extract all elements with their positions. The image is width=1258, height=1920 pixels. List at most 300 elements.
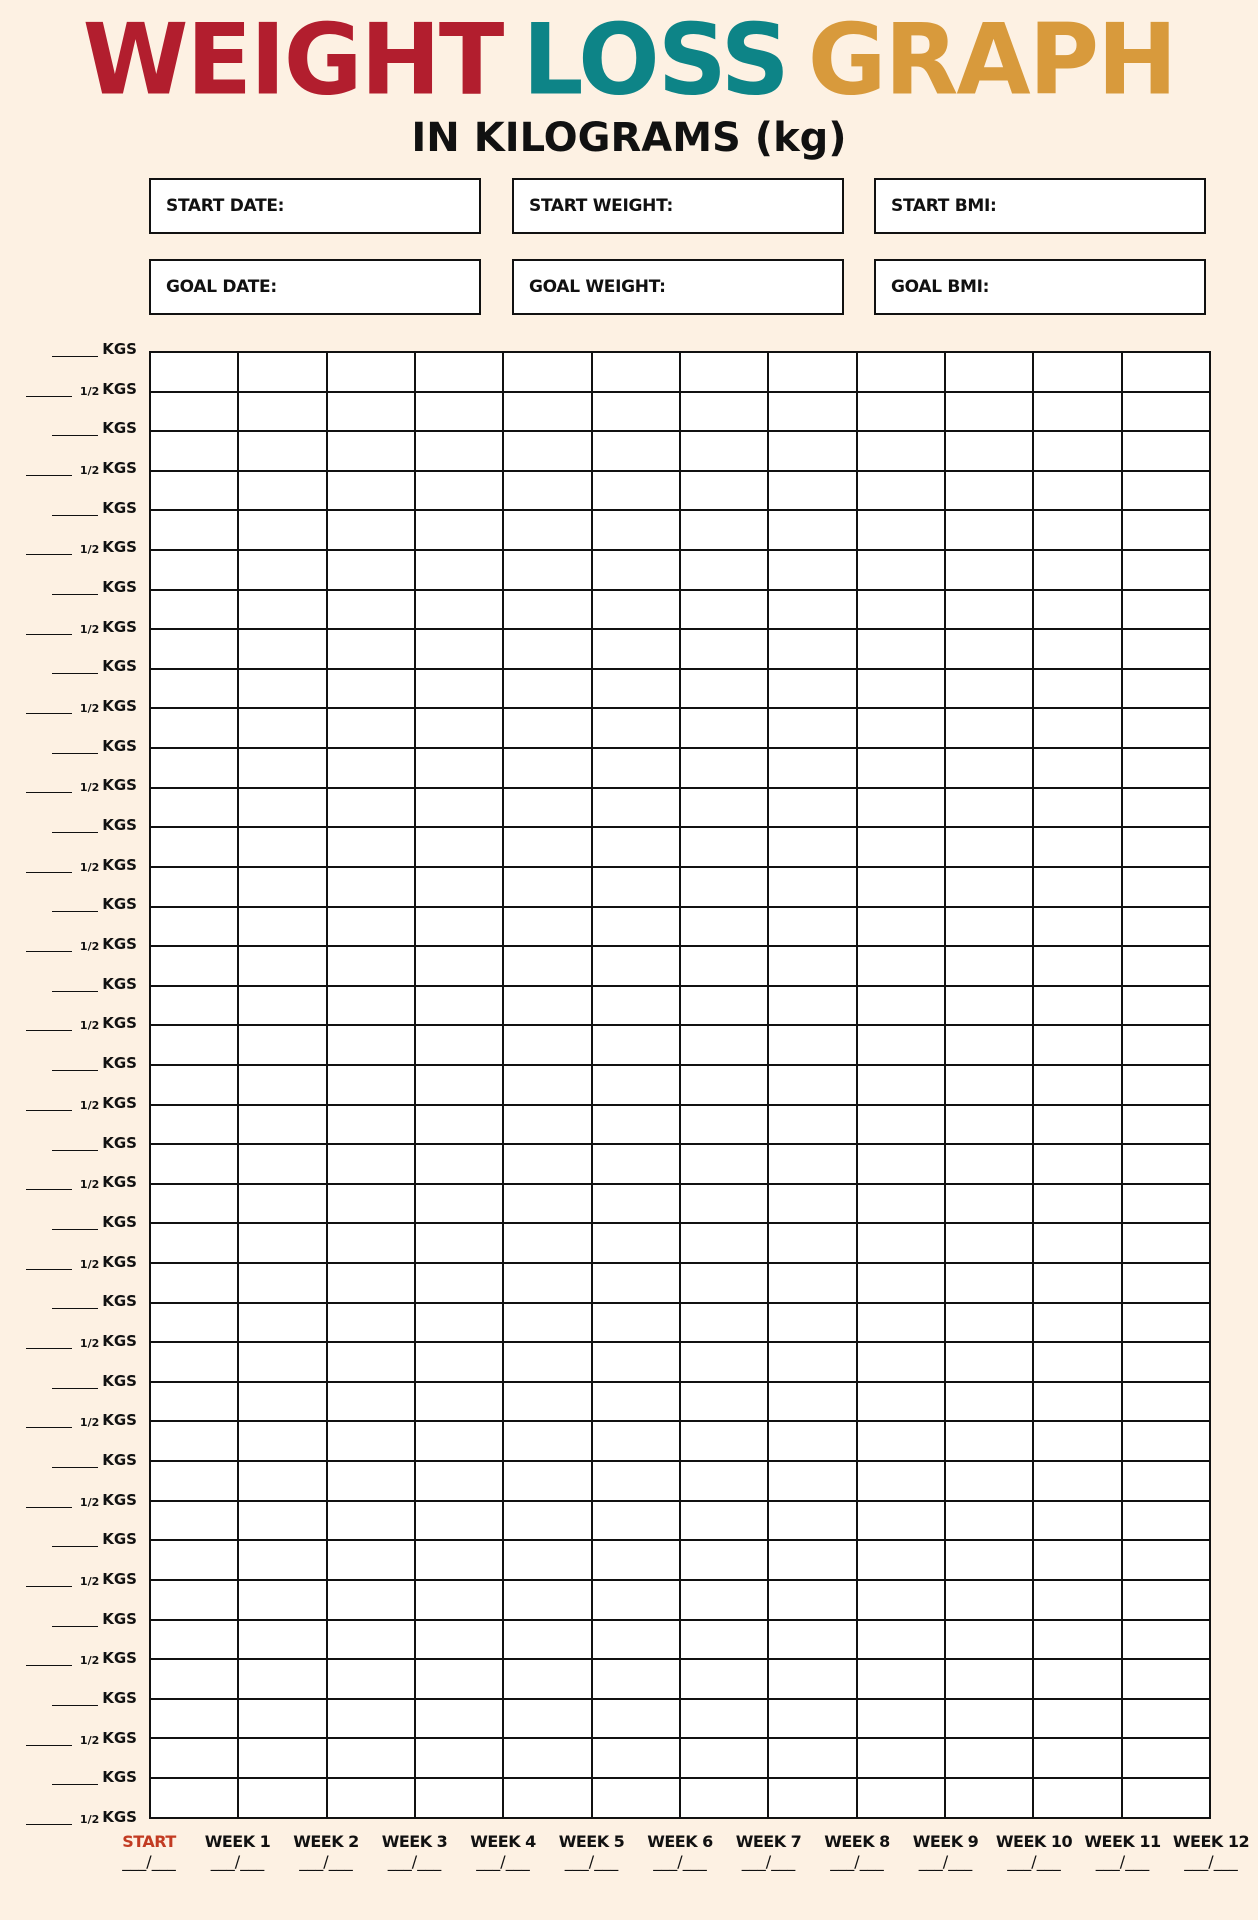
grid-cell[interactable] xyxy=(1122,788,1210,828)
grid-cell[interactable] xyxy=(768,1659,856,1699)
grid-cell[interactable] xyxy=(1122,1580,1210,1620)
grid-cell[interactable] xyxy=(238,708,326,748)
grid-cell[interactable] xyxy=(1122,669,1210,709)
grid-cell[interactable] xyxy=(238,986,326,1026)
grid-cell[interactable] xyxy=(238,1065,326,1105)
grid-cell[interactable] xyxy=(503,1303,591,1343)
grid-cell[interactable] xyxy=(768,986,856,1026)
grid-cell[interactable] xyxy=(857,1303,945,1343)
weight-blank[interactable] xyxy=(26,553,72,555)
grid-cell[interactable] xyxy=(680,352,768,392)
grid-cell[interactable] xyxy=(1033,550,1121,590)
grid-cell[interactable] xyxy=(592,1342,680,1382)
weight-blank[interactable] xyxy=(26,1188,72,1190)
weight-blank[interactable] xyxy=(26,395,72,397)
grid-cell[interactable] xyxy=(503,1184,591,1224)
grid-cell[interactable] xyxy=(592,1620,680,1660)
grid-cell[interactable] xyxy=(592,1303,680,1343)
grid-cell[interactable] xyxy=(857,1620,945,1660)
date-blank[interactable]: ___/___ xyxy=(122,1852,176,1871)
grid-cell[interactable] xyxy=(945,986,1033,1026)
grid-cell[interactable] xyxy=(1122,708,1210,748)
grid-cell[interactable] xyxy=(327,1223,415,1263)
grid-cell[interactable] xyxy=(238,431,326,471)
grid-cell[interactable] xyxy=(238,352,326,392)
grid-cell[interactable] xyxy=(1033,867,1121,907)
grid-cell[interactable] xyxy=(327,1461,415,1501)
grid-cell[interactable] xyxy=(945,669,1033,709)
grid-cell[interactable] xyxy=(680,907,768,947)
grid-cell[interactable] xyxy=(327,788,415,828)
weight-blank[interactable] xyxy=(52,1149,98,1151)
grid-cell[interactable] xyxy=(327,1105,415,1145)
grid-cell[interactable] xyxy=(415,392,503,432)
grid-cell[interactable] xyxy=(857,1659,945,1699)
grid-cell[interactable] xyxy=(327,867,415,907)
grid-cell[interactable] xyxy=(238,629,326,669)
grid-cell[interactable] xyxy=(503,867,591,907)
grid-cell[interactable] xyxy=(503,708,591,748)
grid-cell[interactable] xyxy=(327,629,415,669)
grid-cell[interactable] xyxy=(1122,1105,1210,1145)
weight-blank[interactable] xyxy=(52,514,98,516)
grid-cell[interactable] xyxy=(592,867,680,907)
grid-cell[interactable] xyxy=(857,1699,945,1739)
grid-cell[interactable] xyxy=(238,1620,326,1660)
grid-cell[interactable] xyxy=(503,1778,591,1818)
grid-cell[interactable] xyxy=(327,748,415,788)
grid-cell[interactable] xyxy=(592,392,680,432)
grid-cell[interactable] xyxy=(1122,986,1210,1026)
grid-cell[interactable] xyxy=(768,1263,856,1303)
grid-cell[interactable] xyxy=(503,1342,591,1382)
grid-cell[interactable] xyxy=(680,590,768,630)
grid-cell[interactable] xyxy=(1033,748,1121,788)
grid-cell[interactable] xyxy=(238,748,326,788)
grid-cell[interactable] xyxy=(238,1738,326,1778)
grid-cell[interactable] xyxy=(857,1144,945,1184)
weight-blank[interactable] xyxy=(52,910,98,912)
weight-blank[interactable] xyxy=(52,1704,98,1706)
grid-cell[interactable] xyxy=(1033,788,1121,828)
grid-cell[interactable] xyxy=(327,1699,415,1739)
grid-cell[interactable] xyxy=(592,1461,680,1501)
grid-cell[interactable] xyxy=(327,708,415,748)
grid-cell[interactable] xyxy=(592,1738,680,1778)
grid-cell[interactable] xyxy=(1033,1778,1121,1818)
grid-cell[interactable] xyxy=(768,1620,856,1660)
grid-cell[interactable] xyxy=(680,986,768,1026)
grid-cell[interactable] xyxy=(238,590,326,630)
grid-cell[interactable] xyxy=(857,669,945,709)
grid-cell[interactable] xyxy=(680,1184,768,1224)
grid-cell[interactable] xyxy=(945,1659,1033,1699)
weight-blank[interactable] xyxy=(26,1029,72,1031)
grid-cell[interactable] xyxy=(1033,1620,1121,1660)
grid-cell[interactable] xyxy=(680,1620,768,1660)
grid-cell[interactable] xyxy=(238,946,326,986)
date-blank[interactable]: ___/___ xyxy=(918,1852,973,1871)
grid-cell[interactable] xyxy=(503,1501,591,1541)
grid-cell[interactable] xyxy=(1033,1263,1121,1303)
grid-cell[interactable] xyxy=(415,907,503,947)
grid-cell[interactable] xyxy=(768,1223,856,1263)
grid-cell[interactable] xyxy=(768,1421,856,1461)
grid-cell[interactable] xyxy=(238,1580,326,1620)
date-blank[interactable]: ___/___ xyxy=(653,1852,707,1871)
weight-grid[interactable] xyxy=(149,351,1211,1819)
grid-cell[interactable] xyxy=(1122,1699,1210,1739)
grid-cell[interactable] xyxy=(503,1144,591,1184)
grid-cell[interactable] xyxy=(768,748,856,788)
grid-cell[interactable] xyxy=(592,1263,680,1303)
grid-cell[interactable] xyxy=(768,1461,856,1501)
grid-cell[interactable] xyxy=(680,827,768,867)
date-blank[interactable]: ___/___ xyxy=(387,1852,442,1871)
grid-cell[interactable] xyxy=(592,986,680,1026)
grid-cell[interactable] xyxy=(150,352,238,392)
grid-cell[interactable] xyxy=(150,1263,238,1303)
grid-cell[interactable] xyxy=(857,748,945,788)
grid-cell[interactable] xyxy=(238,1699,326,1739)
grid-cell[interactable] xyxy=(503,907,591,947)
grid-cell[interactable] xyxy=(592,1501,680,1541)
grid-cell[interactable] xyxy=(768,352,856,392)
weight-blank[interactable] xyxy=(26,633,72,635)
grid-cell[interactable] xyxy=(1122,1540,1210,1580)
grid-cell[interactable] xyxy=(945,1580,1033,1620)
grid-cell[interactable] xyxy=(680,1382,768,1422)
grid-cell[interactable] xyxy=(327,471,415,511)
start-date-field[interactable]: START DATE: xyxy=(149,178,481,234)
grid-cell[interactable] xyxy=(945,1105,1033,1145)
grid-cell[interactable] xyxy=(680,1501,768,1541)
grid-cell[interactable] xyxy=(238,1421,326,1461)
grid-cell[interactable] xyxy=(327,550,415,590)
grid-cell[interactable] xyxy=(768,629,856,669)
grid-cell[interactable] xyxy=(680,1699,768,1739)
weight-blank[interactable] xyxy=(52,752,98,754)
grid-cell[interactable] xyxy=(857,907,945,947)
grid-cell[interactable] xyxy=(503,550,591,590)
grid-cell[interactable] xyxy=(768,669,856,709)
grid-cell[interactable] xyxy=(768,1501,856,1541)
grid-cell[interactable] xyxy=(768,392,856,432)
grid-cell[interactable] xyxy=(945,1382,1033,1422)
grid-cell[interactable] xyxy=(1122,1263,1210,1303)
grid-cell[interactable] xyxy=(592,1105,680,1145)
grid-cell[interactable] xyxy=(503,669,591,709)
grid-cell[interactable] xyxy=(503,1223,591,1263)
grid-cell[interactable] xyxy=(150,1025,238,1065)
grid-cell[interactable] xyxy=(1122,1659,1210,1699)
weight-blank[interactable] xyxy=(52,1783,98,1785)
grid-cell[interactable] xyxy=(592,669,680,709)
grid-cell[interactable] xyxy=(592,1540,680,1580)
grid-cell[interactable] xyxy=(768,1025,856,1065)
grid-cell[interactable] xyxy=(1033,907,1121,947)
grid-cell[interactable] xyxy=(1033,392,1121,432)
grid-cell[interactable] xyxy=(327,1659,415,1699)
grid-cell[interactable] xyxy=(415,1144,503,1184)
grid-cell[interactable] xyxy=(1033,946,1121,986)
grid-cell[interactable] xyxy=(945,708,1033,748)
weight-blank[interactable] xyxy=(52,593,98,595)
grid-cell[interactable] xyxy=(1122,590,1210,630)
grid-cell[interactable] xyxy=(1122,1223,1210,1263)
grid-cell[interactable] xyxy=(327,1580,415,1620)
grid-cell[interactable] xyxy=(1033,1342,1121,1382)
grid-cell[interactable] xyxy=(327,1421,415,1461)
grid-cell[interactable] xyxy=(1033,1223,1121,1263)
date-blank[interactable]: ___/___ xyxy=(210,1852,265,1871)
grid-cell[interactable] xyxy=(680,1025,768,1065)
grid-cell[interactable] xyxy=(768,827,856,867)
grid-cell[interactable] xyxy=(503,986,591,1026)
grid-cell[interactable] xyxy=(238,1223,326,1263)
grid-cell[interactable] xyxy=(592,1382,680,1422)
grid-cell[interactable] xyxy=(857,1461,945,1501)
grid-cell[interactable] xyxy=(945,748,1033,788)
grid-cell[interactable] xyxy=(238,1303,326,1343)
grid-cell[interactable] xyxy=(857,1184,945,1224)
grid-cell[interactable] xyxy=(768,1738,856,1778)
grid-cell[interactable] xyxy=(150,1778,238,1818)
grid-cell[interactable] xyxy=(680,1144,768,1184)
grid-cell[interactable] xyxy=(327,907,415,947)
start-bmi-field[interactable]: START BMI: xyxy=(874,178,1206,234)
grid-cell[interactable] xyxy=(503,1540,591,1580)
grid-cell[interactable] xyxy=(680,1105,768,1145)
grid-cell[interactable] xyxy=(327,1540,415,1580)
grid-cell[interactable] xyxy=(150,392,238,432)
weight-blank[interactable] xyxy=(52,831,98,833)
grid-cell[interactable] xyxy=(150,1540,238,1580)
grid-cell[interactable] xyxy=(415,1025,503,1065)
grid-cell[interactable] xyxy=(1033,986,1121,1026)
grid-cell[interactable] xyxy=(945,1778,1033,1818)
grid-cell[interactable] xyxy=(680,1223,768,1263)
grid-cell[interactable] xyxy=(327,1382,415,1422)
grid-cell[interactable] xyxy=(327,510,415,550)
grid-cell[interactable] xyxy=(857,510,945,550)
grid-cell[interactable] xyxy=(768,1699,856,1739)
grid-cell[interactable] xyxy=(327,1501,415,1541)
grid-cell[interactable] xyxy=(857,550,945,590)
grid-cell[interactable] xyxy=(857,471,945,511)
grid-cell[interactable] xyxy=(503,1105,591,1145)
grid-cell[interactable] xyxy=(1033,1540,1121,1580)
grid-cell[interactable] xyxy=(503,827,591,867)
grid-cell[interactable] xyxy=(1122,867,1210,907)
grid-cell[interactable] xyxy=(150,1065,238,1105)
grid-cell[interactable] xyxy=(1122,1501,1210,1541)
grid-cell[interactable] xyxy=(945,1223,1033,1263)
grid-cell[interactable] xyxy=(945,1501,1033,1541)
grid-cell[interactable] xyxy=(1122,1025,1210,1065)
grid-cell[interactable] xyxy=(415,1184,503,1224)
grid-cell[interactable] xyxy=(768,867,856,907)
grid-cell[interactable] xyxy=(150,1184,238,1224)
grid-cell[interactable] xyxy=(857,392,945,432)
grid-cell[interactable] xyxy=(857,986,945,1026)
grid-cell[interactable] xyxy=(238,788,326,828)
grid-cell[interactable] xyxy=(592,352,680,392)
grid-cell[interactable] xyxy=(1122,629,1210,669)
grid-cell[interactable] xyxy=(415,1263,503,1303)
grid-cell[interactable] xyxy=(1122,1184,1210,1224)
grid-cell[interactable] xyxy=(768,1303,856,1343)
grid-cell[interactable] xyxy=(327,1738,415,1778)
grid-cell[interactable] xyxy=(1033,1461,1121,1501)
grid-cell[interactable] xyxy=(150,1699,238,1739)
grid-cell[interactable] xyxy=(1033,629,1121,669)
weight-blank[interactable] xyxy=(52,1307,98,1309)
grid-cell[interactable] xyxy=(503,1620,591,1660)
weight-blank[interactable] xyxy=(52,990,98,992)
grid-cell[interactable] xyxy=(415,1778,503,1818)
grid-cell[interactable] xyxy=(327,1144,415,1184)
grid-cell[interactable] xyxy=(238,471,326,511)
grid-cell[interactable] xyxy=(680,1540,768,1580)
date-blank[interactable]: ___/___ xyxy=(476,1852,530,1871)
grid-cell[interactable] xyxy=(1122,946,1210,986)
grid-cell[interactable] xyxy=(945,1738,1033,1778)
grid-cell[interactable] xyxy=(327,1778,415,1818)
weight-blank[interactable] xyxy=(52,1466,98,1468)
grid-cell[interactable] xyxy=(1033,827,1121,867)
grid-cell[interactable] xyxy=(503,629,591,669)
grid-cell[interactable] xyxy=(1033,1580,1121,1620)
grid-cell[interactable] xyxy=(327,986,415,1026)
grid-cell[interactable] xyxy=(945,1421,1033,1461)
grid-cell[interactable] xyxy=(857,1580,945,1620)
grid-cell[interactable] xyxy=(150,1620,238,1660)
grid-cell[interactable] xyxy=(1122,392,1210,432)
weight-blank[interactable] xyxy=(52,1545,98,1547)
date-blank[interactable]: ___/___ xyxy=(1184,1852,1238,1871)
grid-cell[interactable] xyxy=(503,1263,591,1303)
grid-cell[interactable] xyxy=(150,1342,238,1382)
weight-blank[interactable] xyxy=(26,791,72,793)
grid-cell[interactable] xyxy=(503,1659,591,1699)
weight-blank[interactable] xyxy=(26,871,72,873)
grid-cell[interactable] xyxy=(1033,708,1121,748)
grid-cell[interactable] xyxy=(415,550,503,590)
grid-cell[interactable] xyxy=(150,471,238,511)
weight-blank[interactable] xyxy=(52,672,98,674)
grid-cell[interactable] xyxy=(415,1738,503,1778)
date-blank[interactable]: ___/___ xyxy=(830,1852,884,1871)
grid-cell[interactable] xyxy=(1033,590,1121,630)
grid-cell[interactable] xyxy=(503,1699,591,1739)
grid-cell[interactable] xyxy=(238,510,326,550)
grid-cell[interactable] xyxy=(238,1184,326,1224)
grid-cell[interactable] xyxy=(150,1421,238,1461)
grid-cell[interactable] xyxy=(592,1065,680,1105)
date-blank[interactable]: ___/___ xyxy=(564,1852,619,1871)
grid-cell[interactable] xyxy=(1122,1342,1210,1382)
grid-cell[interactable] xyxy=(327,1263,415,1303)
grid-cell[interactable] xyxy=(592,1699,680,1739)
grid-cell[interactable] xyxy=(768,1580,856,1620)
grid-cell[interactable] xyxy=(857,1065,945,1105)
grid-cell[interactable] xyxy=(503,1580,591,1620)
grid-cell[interactable] xyxy=(680,1342,768,1382)
grid-cell[interactable] xyxy=(327,669,415,709)
goal-weight-field[interactable]: GOAL WEIGHT: xyxy=(512,259,844,315)
grid-cell[interactable] xyxy=(592,629,680,669)
grid-cell[interactable] xyxy=(238,392,326,432)
grid-cell[interactable] xyxy=(150,708,238,748)
grid-cell[interactable] xyxy=(415,1223,503,1263)
grid-cell[interactable] xyxy=(415,1620,503,1660)
grid-cell[interactable] xyxy=(327,1342,415,1382)
grid-cell[interactable] xyxy=(150,431,238,471)
grid-cell[interactable] xyxy=(680,629,768,669)
grid-cell[interactable] xyxy=(592,431,680,471)
grid-cell[interactable] xyxy=(768,550,856,590)
grid-cell[interactable] xyxy=(415,510,503,550)
grid-cell[interactable] xyxy=(503,352,591,392)
grid-cell[interactable] xyxy=(238,1540,326,1580)
weight-blank[interactable] xyxy=(26,1426,72,1428)
grid-cell[interactable] xyxy=(150,629,238,669)
grid-cell[interactable] xyxy=(592,1223,680,1263)
grid-cell[interactable] xyxy=(680,1738,768,1778)
grid-cell[interactable] xyxy=(680,510,768,550)
grid-cell[interactable] xyxy=(945,1540,1033,1580)
grid-cell[interactable] xyxy=(415,1382,503,1422)
grid-cell[interactable] xyxy=(768,590,856,630)
grid-cell[interactable] xyxy=(945,1025,1033,1065)
grid-cell[interactable] xyxy=(680,550,768,590)
grid-cell[interactable] xyxy=(1122,1421,1210,1461)
grid-cell[interactable] xyxy=(238,669,326,709)
grid-cell[interactable] xyxy=(415,590,503,630)
grid-cell[interactable] xyxy=(680,1778,768,1818)
grid-cell[interactable] xyxy=(415,1461,503,1501)
grid-cell[interactable] xyxy=(503,748,591,788)
grid-cell[interactable] xyxy=(1122,1738,1210,1778)
grid-cell[interactable] xyxy=(150,1382,238,1422)
grid-cell[interactable] xyxy=(857,1501,945,1541)
grid-cell[interactable] xyxy=(415,1580,503,1620)
grid-cell[interactable] xyxy=(327,1184,415,1224)
grid-cell[interactable] xyxy=(945,1184,1033,1224)
grid-cell[interactable] xyxy=(150,1580,238,1620)
grid-cell[interactable] xyxy=(150,946,238,986)
grid-cell[interactable] xyxy=(1122,352,1210,392)
grid-cell[interactable] xyxy=(768,1105,856,1145)
grid-cell[interactable] xyxy=(1122,1065,1210,1105)
grid-cell[interactable] xyxy=(680,708,768,748)
grid-cell[interactable] xyxy=(327,392,415,432)
grid-cell[interactable] xyxy=(415,1421,503,1461)
weight-blank[interactable] xyxy=(26,712,72,714)
grid-cell[interactable] xyxy=(768,788,856,828)
grid-cell[interactable] xyxy=(768,1342,856,1382)
grid-cell[interactable] xyxy=(680,1580,768,1620)
grid-cell[interactable] xyxy=(503,1461,591,1501)
grid-cell[interactable] xyxy=(150,788,238,828)
grid-cell[interactable] xyxy=(150,1461,238,1501)
grid-cell[interactable] xyxy=(150,1144,238,1184)
grid-cell[interactable] xyxy=(1122,1303,1210,1343)
grid-cell[interactable] xyxy=(945,1065,1033,1105)
grid-cell[interactable] xyxy=(150,669,238,709)
grid-cell[interactable] xyxy=(1122,1778,1210,1818)
